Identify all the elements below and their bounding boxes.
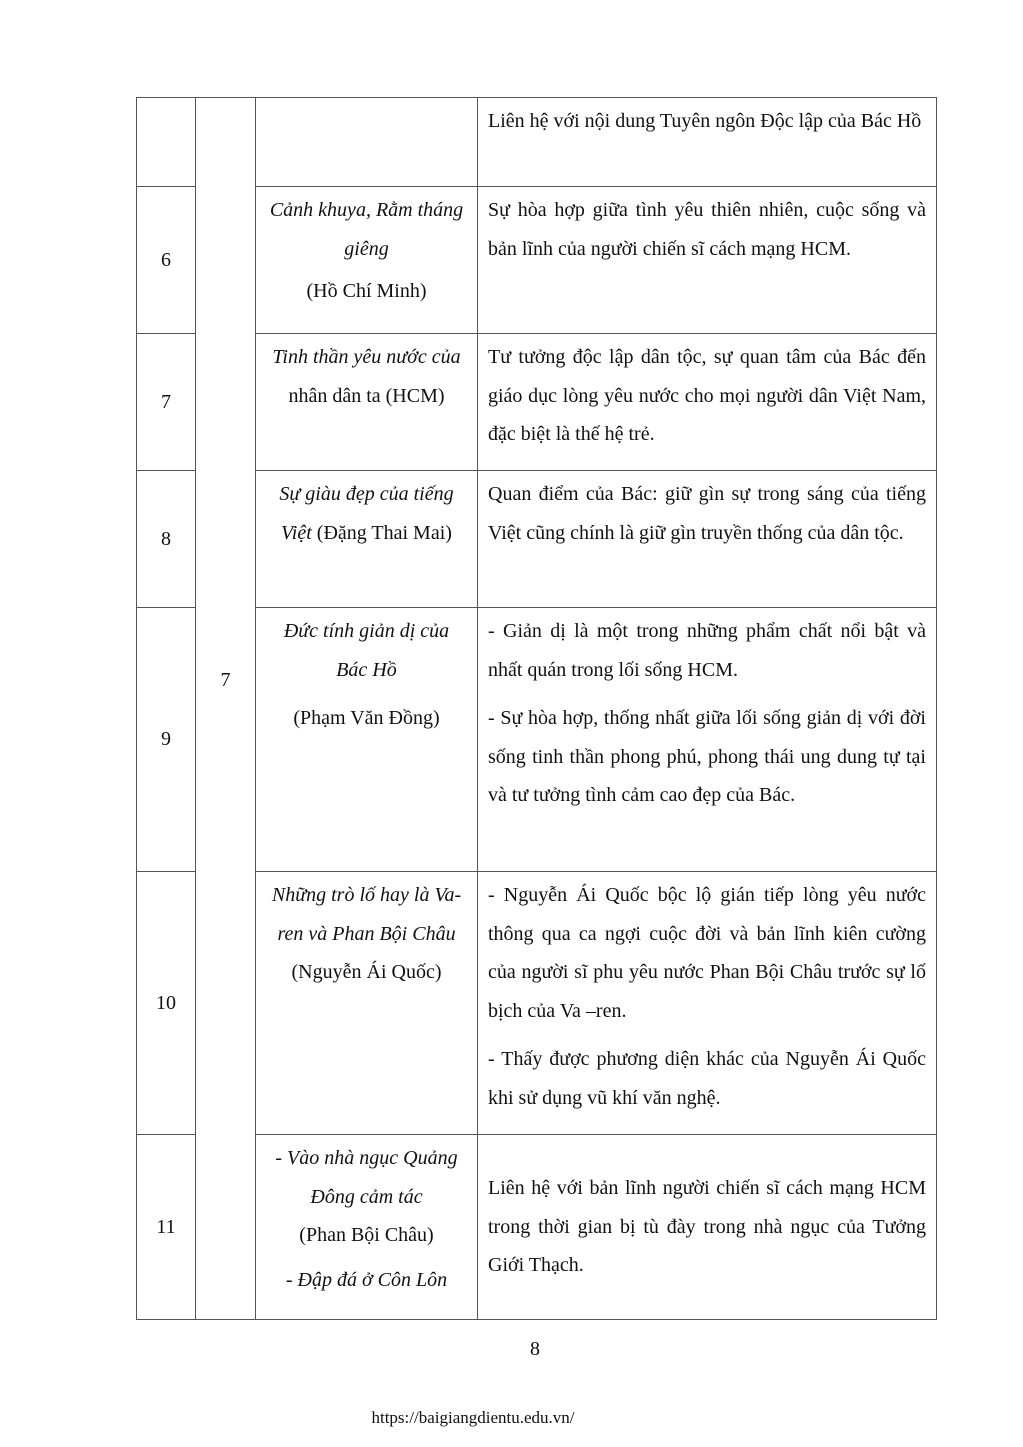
work-title: Cảnh khuya, Rằm tháng giêng [269, 199, 464, 260]
table-row [137, 608, 937, 872]
content-cell [478, 98, 937, 187]
work-cell [256, 608, 478, 872]
table-row [137, 872, 937, 1135]
content-cell [478, 872, 937, 1135]
content-cell [478, 608, 937, 872]
work-author: (Phan Bội Châu) [299, 1224, 434, 1247]
work-title: Đức tính giản dị của Bác Hồ [283, 620, 450, 681]
row-number: 8 [137, 471, 196, 608]
work-title-plain: (Đặng Thai Mai) [311, 521, 452, 544]
row-number: 9 [137, 608, 196, 872]
content-paragraph: Liên hệ với bản lĩnh người chiến sĩ cách mạng HCM trong thời gian bị tù đày trong nhà ngục của Tưởng Giới Thạch. [488, 1177, 926, 1277]
work-title-plain: nhân dân ta (HCM) [288, 384, 445, 407]
content-paragraph: - Thấy được phương diện khác của Nguyễn Ái Quốc khi sử dụng vũ khí văn nghệ. [488, 1048, 926, 1109]
content-cell [478, 334, 937, 471]
content-paragraph: Sự hòa hợp giữa tình yêu thiên nhiên, cuộc sống và bản lĩnh của người chiến sĩ cách mạng HCM. [488, 199, 926, 260]
work-title: - Đập đá ở Côn Lôn [285, 1268, 448, 1291]
work-cell [256, 98, 478, 187]
table-row [137, 187, 937, 334]
work-author: (Phạm Văn Đồng) [293, 707, 440, 730]
work-title-italic: Những trò lố hay là Va-ren và Phan Bội Châu [271, 884, 462, 945]
row-number [137, 98, 196, 187]
content-paragraph: - Giản dị là một trong những phẩm chất nổi bật và nhất quán trong lối sống HCM. [488, 620, 926, 681]
grade-value: 7 [220, 669, 231, 692]
content-paragraph: Quan điểm của Bác: giữ gìn sự trong sáng của tiếng Việt cũng chính là giữ gìn truyền thống của dân tộc. [488, 483, 926, 544]
table-row [137, 471, 937, 608]
content-cell [478, 187, 937, 334]
row-number: 11 [137, 1135, 196, 1320]
table-row [137, 98, 937, 187]
content-paragraph: - Sự hòa hợp, thống nhất giữa lối sống giản dị với đời sống tinh thần phong phú, phong thái ung dung tự tại và tư tưởng tình cảm cao đẹp của Bác. [488, 707, 926, 807]
content-paragraph: - Nguyễn Ái Quốc bộc lộ gián tiếp lòng yêu nước thông qua ca ngợi cuộc đời và bản lĩnh kiên cường của người sĩ phu yêu nước Phan Bội Châu trước sự lố bịch của Va –ren. [488, 884, 926, 1022]
work-title [266, 876, 467, 992]
work-title [266, 475, 467, 552]
work-title [266, 338, 467, 415]
work-title-plain: (Nguyễn Ái Quốc) [291, 961, 442, 984]
grade-cell [196, 98, 256, 1320]
work-cell [256, 872, 478, 1135]
footer-url: https://baigiangdientu.edu.vn/ [371, 1408, 575, 1427]
content-paragraph: Liên hệ với nội dung Tuyên ngôn Độc lập của Bác Hồ [488, 110, 922, 132]
table-row [137, 1135, 937, 1320]
table-row [137, 334, 937, 471]
work-title: - Vào nhà ngục Quảng Đông cảm tác [275, 1147, 458, 1208]
content-paragraph: Tư tưởng độc lập dân tộc, sự quan tâm của Bác đến giáo dục lòng yêu nước cho mọi người dân Việt Nam, đặc biệt là thế hệ trẻ. [488, 346, 926, 446]
row-number: 7 [137, 334, 196, 471]
row-number: 10 [137, 872, 196, 1135]
work-cell [256, 471, 478, 608]
work-author: (Hồ Chí Minh) [306, 280, 427, 303]
work-title-italic: Sự giàu đẹp của tiếng Việt [279, 483, 454, 544]
work-cell [256, 1135, 478, 1320]
curriculum-table [136, 97, 937, 1320]
work-cell [256, 334, 478, 471]
content-cell [478, 471, 937, 608]
work-cell [256, 187, 478, 334]
work-title-italic: Tinh thần yêu nước của [272, 346, 461, 368]
row-number: 6 [137, 187, 196, 334]
page-number: 8 [530, 1338, 540, 1360]
content-cell [478, 1135, 937, 1320]
